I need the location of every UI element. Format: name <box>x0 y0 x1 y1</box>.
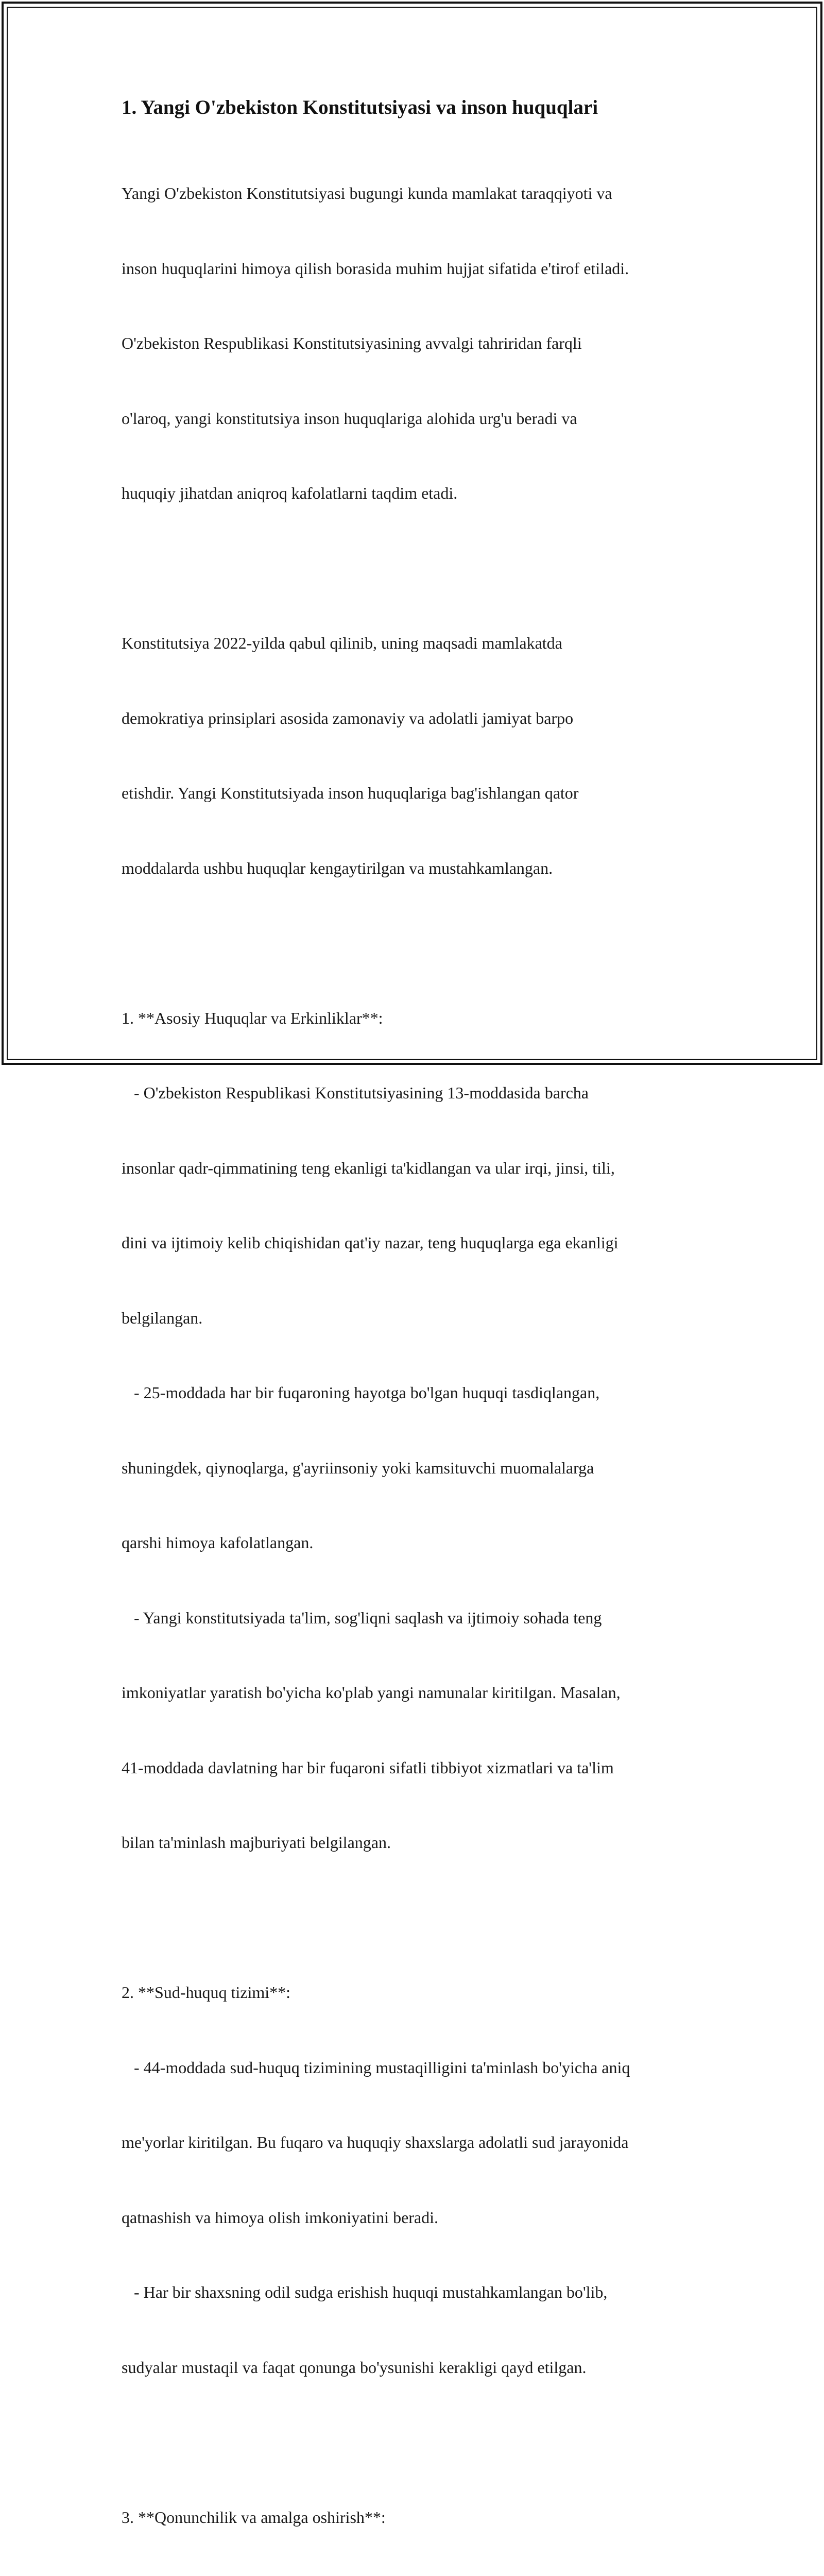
text-line: moddalarda ushbu huquqlar kengaytirilgan va mustahkamlangan. <box>122 856 719 881</box>
text-line: - O'zbekiston Respublikasi Konstitutsiyasining 13-moddasida barcha <box>122 1080 719 1106</box>
section-heading: 3. **Qonunchilik va amalga oshirish**: <box>122 2505 719 2530</box>
text-line: Yangi O'zbekiston Konstitutsiyasi bugungi kunda mamlakat taraqqiyoti va <box>122 181 719 206</box>
document-body <box>122 95 719 2576</box>
section-legislation <box>122 2455 719 2576</box>
text-line: - Har bir shaxsning odil sudga erishish huquqi mustahkamlangan bo'lib, <box>122 2280 719 2305</box>
text-line: imkoniyatlar yaratish bo'yicha ko'plab yangi namunalar kiritilgan. Masalan, <box>122 1680 719 1705</box>
text-line: bilan ta'minlash majburiyati belgilangan. <box>122 1830 719 1855</box>
text-line: demokratiya prinsiplari asosida zamonaviy va adolatli jamiyat barpo <box>122 706 719 731</box>
text-line: dini va ijtimoiy kelib chiqishidan qat'iy nazar, teng huquqlarga ega ekanligi <box>122 1230 719 1256</box>
section-judicial-system <box>122 1930 719 2430</box>
text-line: me'yorlar kiritilgan. Bu fuqaro va huquqiy shaxslarga adolatli sud jarayonida <box>122 2130 719 2155</box>
section-heading: 2. **Sud-huquq tizimi**: <box>122 1980 719 2005</box>
text-line: Konstitutsiya 2022-yilda qabul qilinib, uning maqsadi mamlakatda <box>122 631 719 656</box>
text-line: etishdir. Yangi Konstitutsiyada inson huquqlariga bag'ishlangan qator <box>122 781 719 806</box>
text-line: - 44-moddada sud-huquq tizimining mustaqilligini ta'minlash bo'yicha aniq <box>122 2055 719 2080</box>
text-line: insonlar qadr-qimmatining teng ekanligi ta'kidlangan va ular irqi, jinsi, tili, <box>122 1156 719 1181</box>
text-line: huquqiy jihatdan aniqroq kafolatlarni taqdim etadi. <box>122 481 719 506</box>
document-title: 1. Yangi O'zbekiston Konstitutsiyasi va inson huquqlari <box>122 95 719 120</box>
text-line: O'zbekiston Respublikasi Konstitutsiyasining avvalgi tahriridan farqli <box>122 331 719 356</box>
text-line: shuningdek, qiynoqlarga, g'ayriinsoniy yoki kamsituvchi muomalalarga <box>122 1455 719 1481</box>
text-line: qarshi himoya kafolatlangan. <box>122 1530 719 1555</box>
text-line: 41-moddada davlatning har bir fuqaroni sifatli tibbiyot xizmatlari va ta'lim <box>122 1755 719 1781</box>
text-line: qatnashish va himoya olish imkoniyatini beradi. <box>122 2205 719 2230</box>
text-line: inson huquqlarini himoya qilish borasida muhim hujjat sifatida e'tirof etiladi. <box>122 256 719 281</box>
text-line: sudyalar mustaqil va faqat qonunga bo'ysunishi kerakligi qayd etilgan. <box>122 2355 719 2380</box>
text-line: belgilangan. <box>122 1306 719 1331</box>
paragraph-intro <box>122 131 719 556</box>
text-line: - 25-moddada har bir fuqaroning hayotga bo'lgan huquqi tasdiqlangan, <box>122 1380 719 1405</box>
text-line: o'laroq, yangi konstitutsiya inson huquqlariga alohida urg'u beradi va <box>122 406 719 431</box>
section-heading: 1. **Asosiy Huquqlar va Erkinliklar**: <box>122 1006 719 1031</box>
paragraph-adoption <box>122 581 719 930</box>
section-basic-rights <box>122 956 719 1905</box>
text-line: - Yangi konstitutsiyada ta'lim, sog'liqni saqlash va ijtimoiy sohada teng <box>122 1605 719 1631</box>
